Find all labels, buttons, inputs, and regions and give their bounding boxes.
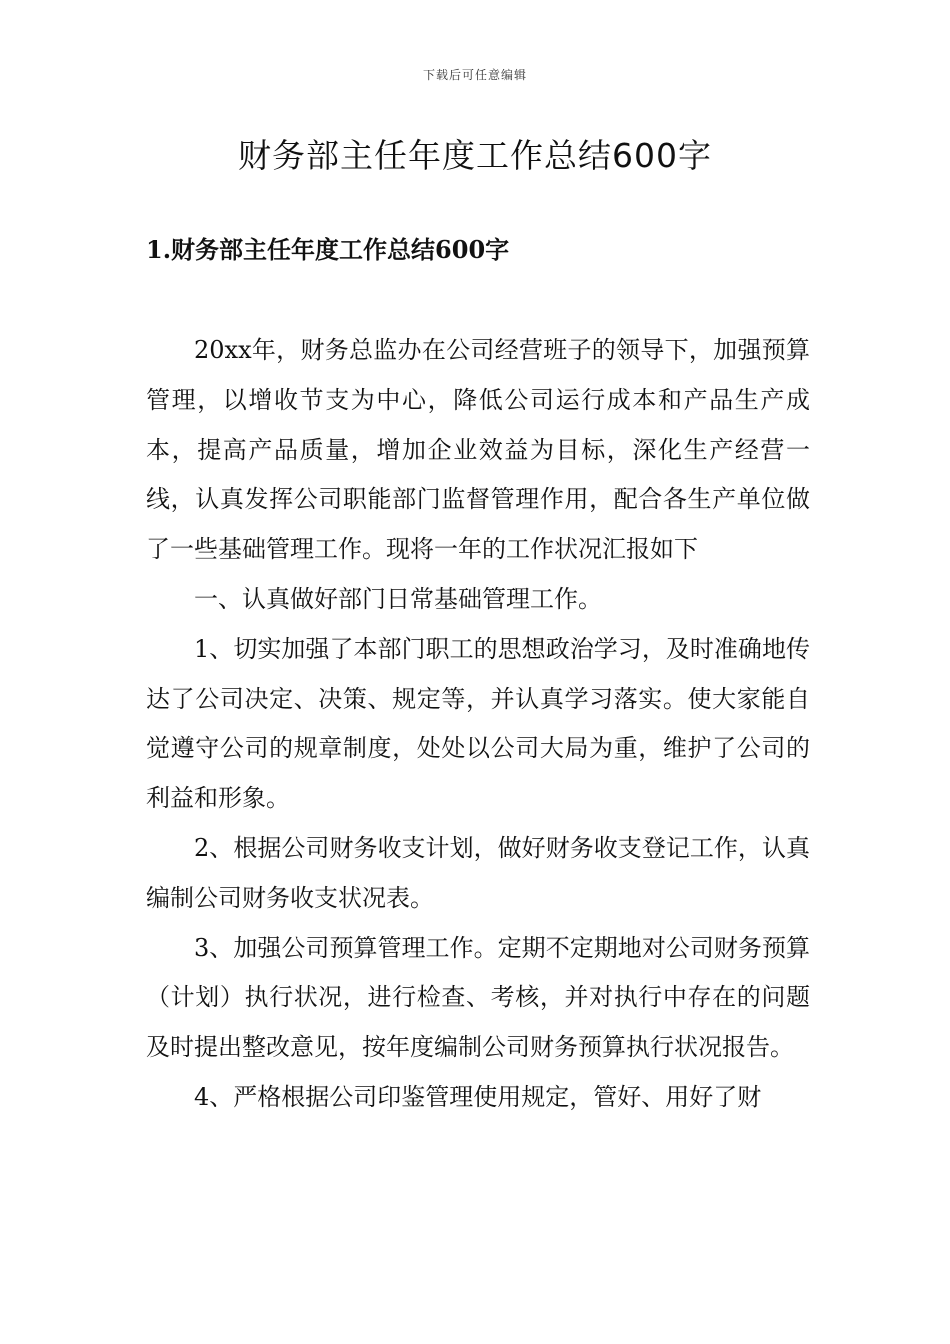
paragraph-intro: 20xx年，财务总监办在公司经营班子的领导下，加强预算管理，以增收节支为中心，降低公司运行成本和产品生产成本，提高产品质量，增加企业效益为目标，深化生产经营一线，认真发挥公司职能部门监督管理作用，配合各生产单位做了一些基础管理工作。现将一年的工作状况汇报如下 [146, 336, 810, 564]
paragraph-item-4: 4、严格根据公司印鉴管理使用规定，管好、用好了财 [194, 1082, 762, 1111]
paragraph-item-1: 1、切实加强了本部门职工的思想政治学习，及时准确地传达了公司决定、决策、规定等，并认真学习落实。使大家能自觉遵守公司的规章制度，处处以公司大局为重，维护了公司的利益和形象。 [146, 634, 810, 813]
paragraph-item-3: 3、加强公司预算管理工作。定期不定期地对公司财务预算（计划）执行状况，进行检查、考核，并对执行中存在的问题及时提出整改意见，按年度编制公司财务预算执行状况报告。 [146, 933, 810, 1062]
document-title: 财务部主任年度工作总结600字 [238, 136, 712, 175]
header-watermark: 下载后可任意编辑 [422, 68, 527, 82]
paragraph-item-2: 2、根据公司财务收支计划，做好财务收支登记工作，认真编制公司财务收支状况表。 [146, 833, 810, 912]
section-heading: 1.财务部主任年度工作总结600字 [146, 235, 510, 264]
body-text [146, 326, 810, 1123]
paragraph-section-one: 一、认真做好部门日常基础管理工作。 [194, 584, 602, 613]
